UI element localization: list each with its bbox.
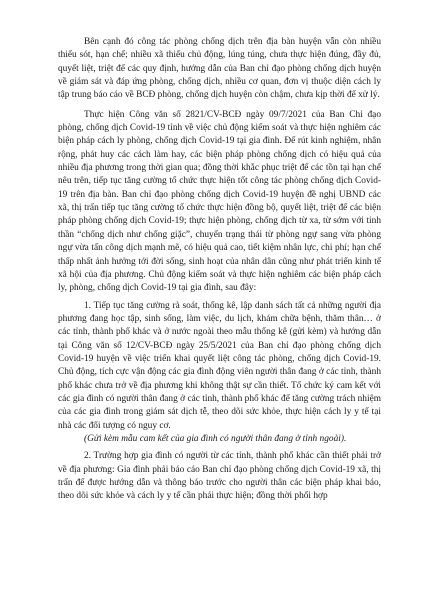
paragraph-shortcomings: Bên cạnh đó công tác phòng chống dịch trên địa bàn huyện vẫn còn nhiều thiếu sót, hạn chế; nhiều xã thiếu chủ động, lúng túng, chưa thực hiện đúng, đầy đủ, quyết liệt, triệt để các quy định, hướng dẫn của Ban chỉ đạo phòng chống dịch huyện về giám sát và đáp ứng phòng, chống dịch, nhiều cơ quan, đơn vị thuộc diện cách ly tập trung báo cáo về BCĐ phòng, chống dịch huyện còn chậm, chưa kịp thời để xử lý. <box>58 37 381 101</box>
paragraph-directive: Thực hiện Công văn số 2821/CV-BCĐ ngày 09/7/2021 của Ban Chỉ đạo phòng, chống dịch Covid-19 tỉnh về việc chủ động kiểm soát và thực hiện nghiêm các biện pháp cách ly phòng, chống dịch Covid-19 tại gia đình. Để rút kinh nghiệm, nhân rộng, phát huy các cách làm hay, các biện pháp phòng chống dịch có hiệu quả của nhiều địa phương trong thời gian qua; đồng thời khắc phục triệt để các tồn tại hạn chế nêu trên, tiếp tục tăng cường tổ chức thực hiện tốt công tác phòng chống dịch Covid-19 trên địa bàn. Ban chỉ đạo phòng chống dịch Covid-19 huyện đề nghị UBND các xã, thị trấn tiếp tục tăng cường tổ chức thực hiện đồng bộ, quyết liệt, triệt để các biện pháp phòng chống dịch Covid-19; thực hiện phòng, chống dịch từ xa, từ sớm với tinh thần “chống dịch như chống giặc”, chuyển trạng thái từ phòng ngự sang vừa phòng ngự vừa tấn công dịch mạnh mẽ, có hiệu quả cao, tiết kiệm nhân lực, chi phí; hạn chế thấp nhất ảnh hưởng tới đời sống, sinh hoạt của nhân dân cũng như phát triển kinh tế xã hội của địa phương. Chủ động kiểm soát và thực hiện nghiêm các biện pháp cách ly, phòng, chống dịch Covid-19 tại gia đình, sau đây: <box>58 109 381 294</box>
paragraph-item-2: 2. Trường hợp gia đình có người từ các tỉnh, thành phố khác cần thiết phải trở về địa phương: Gia đình phải báo cáo Ban chỉ đạo phòng chống dịch Covid-19 xã, thị trấn để được hướng dẫn và thông báo trước cho người thân các biện pháp khai báo, theo dõi sức khỏe và cách ly y tế cần phải thực hiện; đồng thời phối hợp <box>58 451 381 502</box>
paragraph-attachment-note: (Gửi kèm mẫu cam kết của gia đình có người thân đang ở tỉnh ngoài). <box>84 433 347 444</box>
paragraph-item-1: 1. Tiếp tục tăng cường rà soát, thống kê, lập danh sách tất cả những người địa phương đang học tập, sinh sống, làm việc, du lịch, khám chữa bệnh, thăm thân… ở các tỉnh, thành phố khác và ở nước ngoài theo mẫu thống kê (gửi kèm) và hướng dẫn tại Công văn số 12/CV-BCĐ ngày 25/5/2021 của Ban chỉ đạo phòng chống dịch Covid-19 huyện về việc triển khai quyết liệt công tác phòng, chống dịch Covid-19. Chủ động, tích cực vận động các gia đình động viên người thân đang ở các tỉnh, thành phố khác chưa trở về địa phương khi không thật sự cần thiết. Tổ chức ký cam kết với các gia đình có người thân đang ở các tỉnh, thành phố khác để tăng cường trách nhiệm của các gia đình trong giám sát dịch tễ, theo dõi sức khỏe, thực hiện cách ly y tế tại nhà các đối tượng có nguy cơ. <box>58 300 381 431</box>
